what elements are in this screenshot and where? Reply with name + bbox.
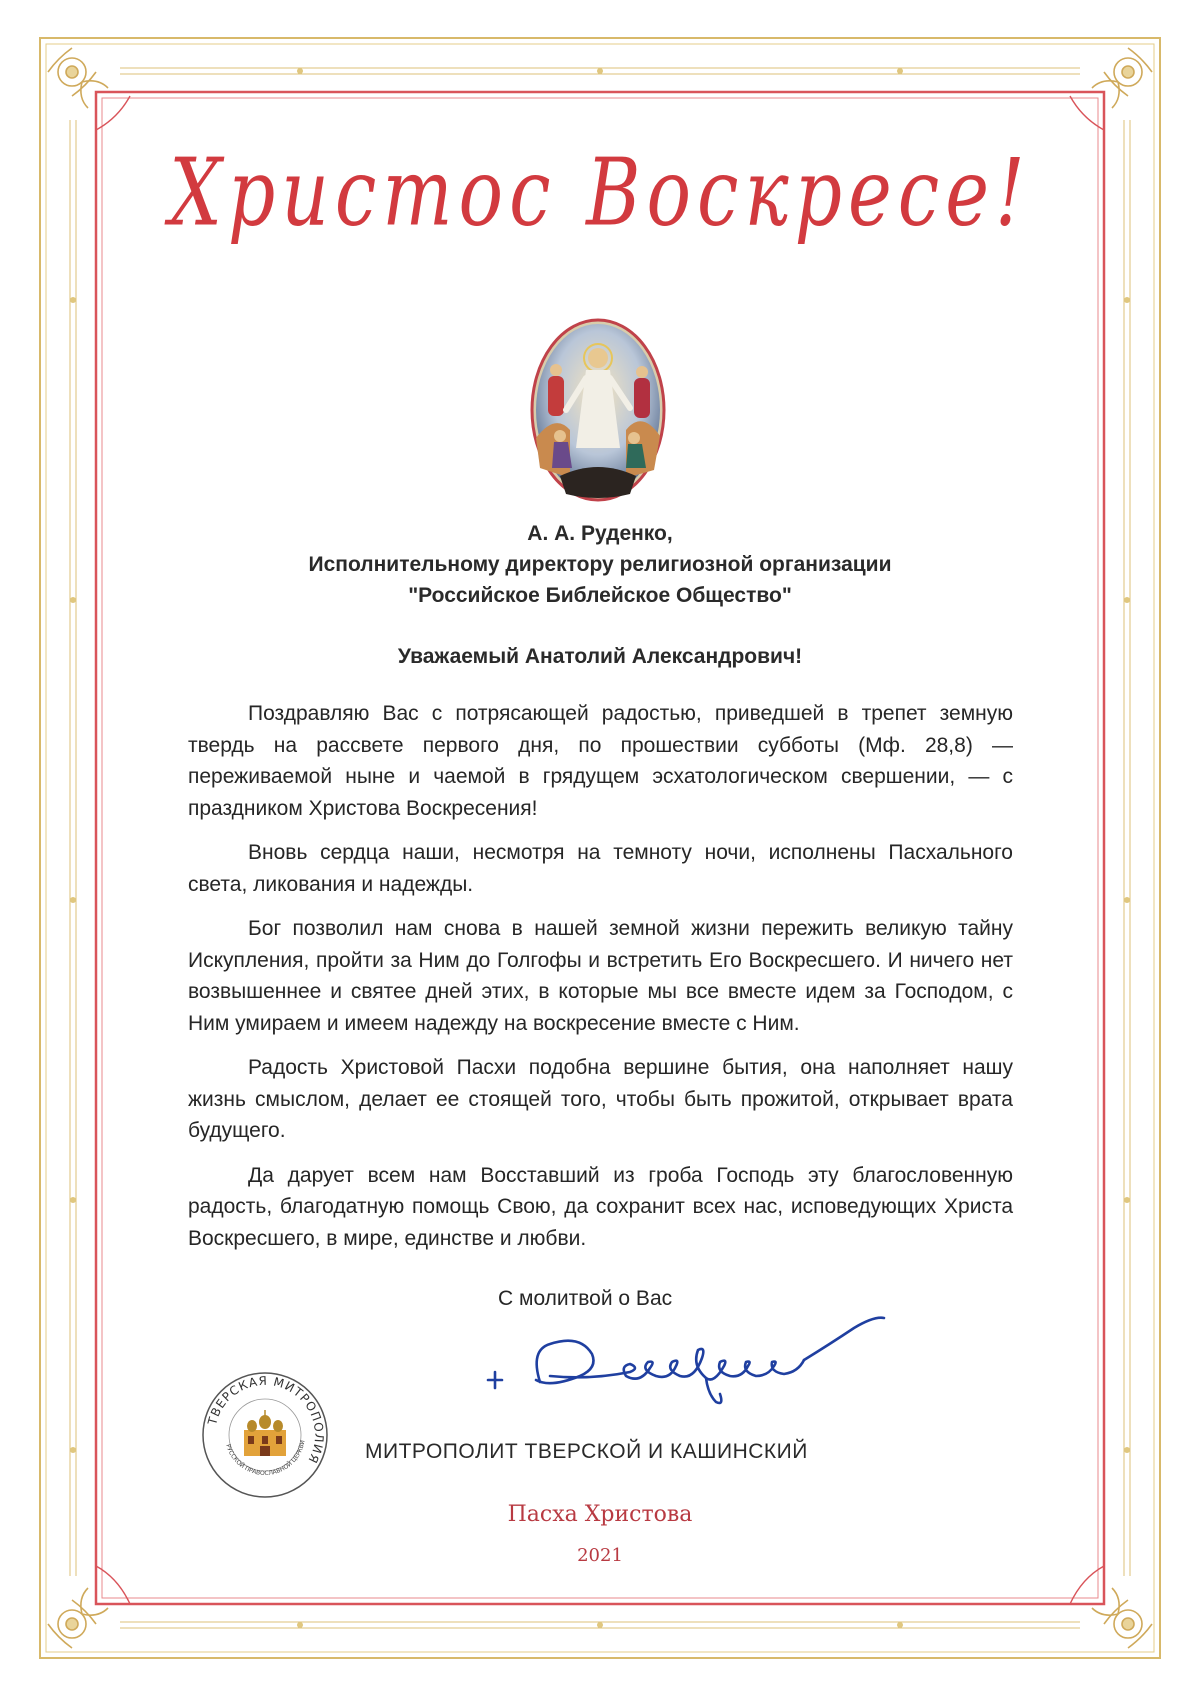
svg-text:РУССКОЙ ПРАВОСЛАВНОЙ ЦЕРКВИ: РУССКОЙ ПРАВОСЛАВНОЙ ЦЕРКВИ bbox=[224, 1439, 307, 1478]
year-label: 2021 bbox=[577, 1545, 623, 1566]
addressee-name: А. А. Руденко, bbox=[527, 522, 673, 545]
letter-body bbox=[188, 698, 1013, 1267]
addressee-organization: "Российское Библейское Общество" bbox=[408, 584, 792, 607]
body-paragraph: Да дарует всем нам Восставший из гроба Господь эту благословенную радость, благодатную помощь Свою, да сохранит всех нас, исповедующих Христа Воскресшего, в мире, единстве и любви. bbox=[188, 1163, 1013, 1250]
closing-line: С молитвой о Вас bbox=[498, 1287, 673, 1310]
addressee-position: Исполнительному директору религиозной организации bbox=[308, 553, 892, 576]
signatory-title: МИТРОПОЛИТ ТВЕРСКОЙ И КАШИНСКИЙ bbox=[365, 1440, 808, 1463]
resurrection-icon bbox=[530, 318, 666, 502]
body-paragraph: Радость Христовой Пасхи подобна вершине бытия, она наполняет нашу жизнь смыслом, делает ее стоящей того, чтобы быть прожитой, открывает врата будущего. bbox=[188, 1056, 1013, 1142]
salutation: Уважаемый Анатолий Александрович! bbox=[397, 645, 803, 668]
metropolis-seal bbox=[200, 1370, 330, 1500]
svg-text:ТВЕРСКАЯ МИТРОПОЛИЯ: ТВЕРСКАЯ МИТРОПОЛИЯ bbox=[205, 1373, 327, 1467]
greeting-heading: Христос Воскресе! bbox=[169, 139, 1031, 247]
body-paragraph: Вновь сердца наши, несмотря на темноту ночи, исполнены Пасхального света, ликования и надежды. bbox=[188, 841, 1013, 896]
addressee-block bbox=[0, 518, 1200, 611]
body-paragraph: Поздравляю Вас с потрясающей радостью, приведшей в трепет земную твердь на рассвете первого дня, по прошествии субботы (Мф. 28,8) — переживаемой ныне и чаемой в грядущем эсхатологическом свершении, — с праздником Христова Воскресения! bbox=[188, 702, 1013, 820]
signature bbox=[480, 1310, 900, 1440]
occasion-title: Пасха Христова bbox=[507, 1502, 693, 1527]
body-paragraph: Бог позволил нам снова в нашей земной жизни пережить великую тайну Искупления, пройти за Ним до Голгофы и встретить Его Воскресшего. И ничего нет возвышеннее и святее дней этих, в которые мы все вместе идем за Господом, с Ним умираем и имеем надежду на воскресение вместе с Ним. bbox=[188, 917, 1013, 1035]
